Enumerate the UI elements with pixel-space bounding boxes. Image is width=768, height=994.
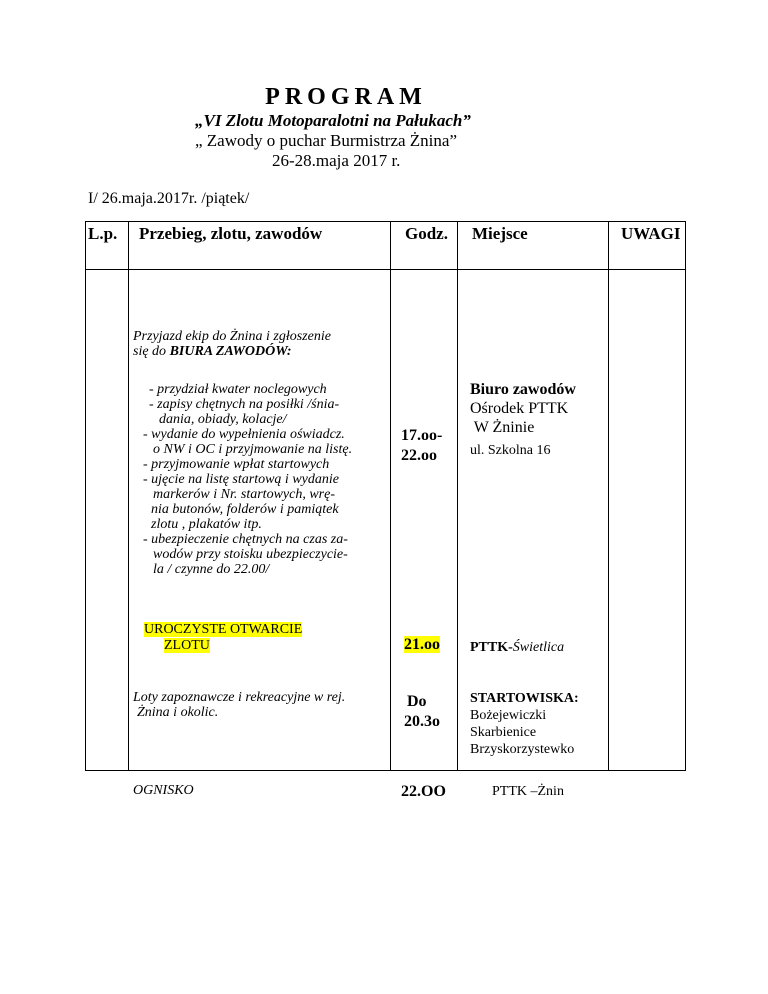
col-header-przebieg: Przebieg, zlotu, zawodów [129, 222, 391, 270]
event-dates: 26-28.maja 2017 r. [272, 151, 401, 170]
flights-time: Do 20.3o [404, 693, 440, 730]
col-header-uwagi: UWAGI [609, 222, 686, 270]
time-cell [391, 270, 458, 800]
competition-title: „ Zawody o puchar Burmistrza Żnina” [195, 131, 457, 150]
table-header-row [86, 222, 686, 270]
flights-text: Loty zapoznawcze i rekreacyjne w rej. Żnina i okolic. [133, 690, 346, 720]
opening-time: 21.oo [404, 636, 440, 653]
day-heading: I/ 26.maja.2017r. /piątek/ [88, 190, 250, 207]
col-header-lp: L.p. [86, 222, 129, 270]
flights-place: STARTOWISKA: Bożejewiczki Skarbienice Brzyskorzystewko [470, 691, 579, 757]
opening-place: PTTK-Świetlica [470, 640, 565, 655]
lp-cell [86, 270, 129, 771]
office-place: Biuro zawodów Ośrodek PTTK W Żninie ul. Szkolna 16 [470, 381, 576, 458]
opening-ceremony-text: UROCZYSTE OTWARCIE ZLOTU [144, 622, 303, 653]
place-cell [458, 270, 609, 799]
col-header-miejsce: Miejsce [458, 222, 609, 270]
arrival-text: Przyjazd ekip do Żnina i zgłoszenie się do BIURA ZAWODÓW: [133, 329, 331, 359]
bonfire-text: OGNISKO [133, 783, 194, 798]
event-title: „VI Zlotu Motoparalotni na Pałukach” [195, 111, 471, 130]
program-table [85, 221, 686, 800]
schedule-cell [129, 270, 391, 798]
office-tasks-list: - przydział kwater noclegowych - zapisy chętnych na posiłki /śnia- dania, obiady, kolacje/ - wydanie do wypełnienia oświadcz. o NW i OC i przyjmowanie na listę. - przyjmowanie wpłat startowych - ujęcie na listę startową i wydanie markerów i Nr. startowych, wrę- nia butonów, folderów i pamiątek zlotu , plakatów itp. - ubezpieczenie chętnych na czas za- wodów przy stoisku ubezpieczycie- la / czynne do 22.00/ [143, 382, 353, 577]
col-header-godz: Godz. [391, 222, 458, 270]
remarks-cell [609, 270, 686, 771]
document-title: PROGRAM [265, 84, 427, 110]
office-time: 17.oo- 22.oo [401, 427, 443, 464]
bonfire-time: 22.OO [401, 783, 446, 800]
table-row [86, 270, 686, 771]
bonfire-place: PTTK –Żnin [492, 784, 564, 799]
